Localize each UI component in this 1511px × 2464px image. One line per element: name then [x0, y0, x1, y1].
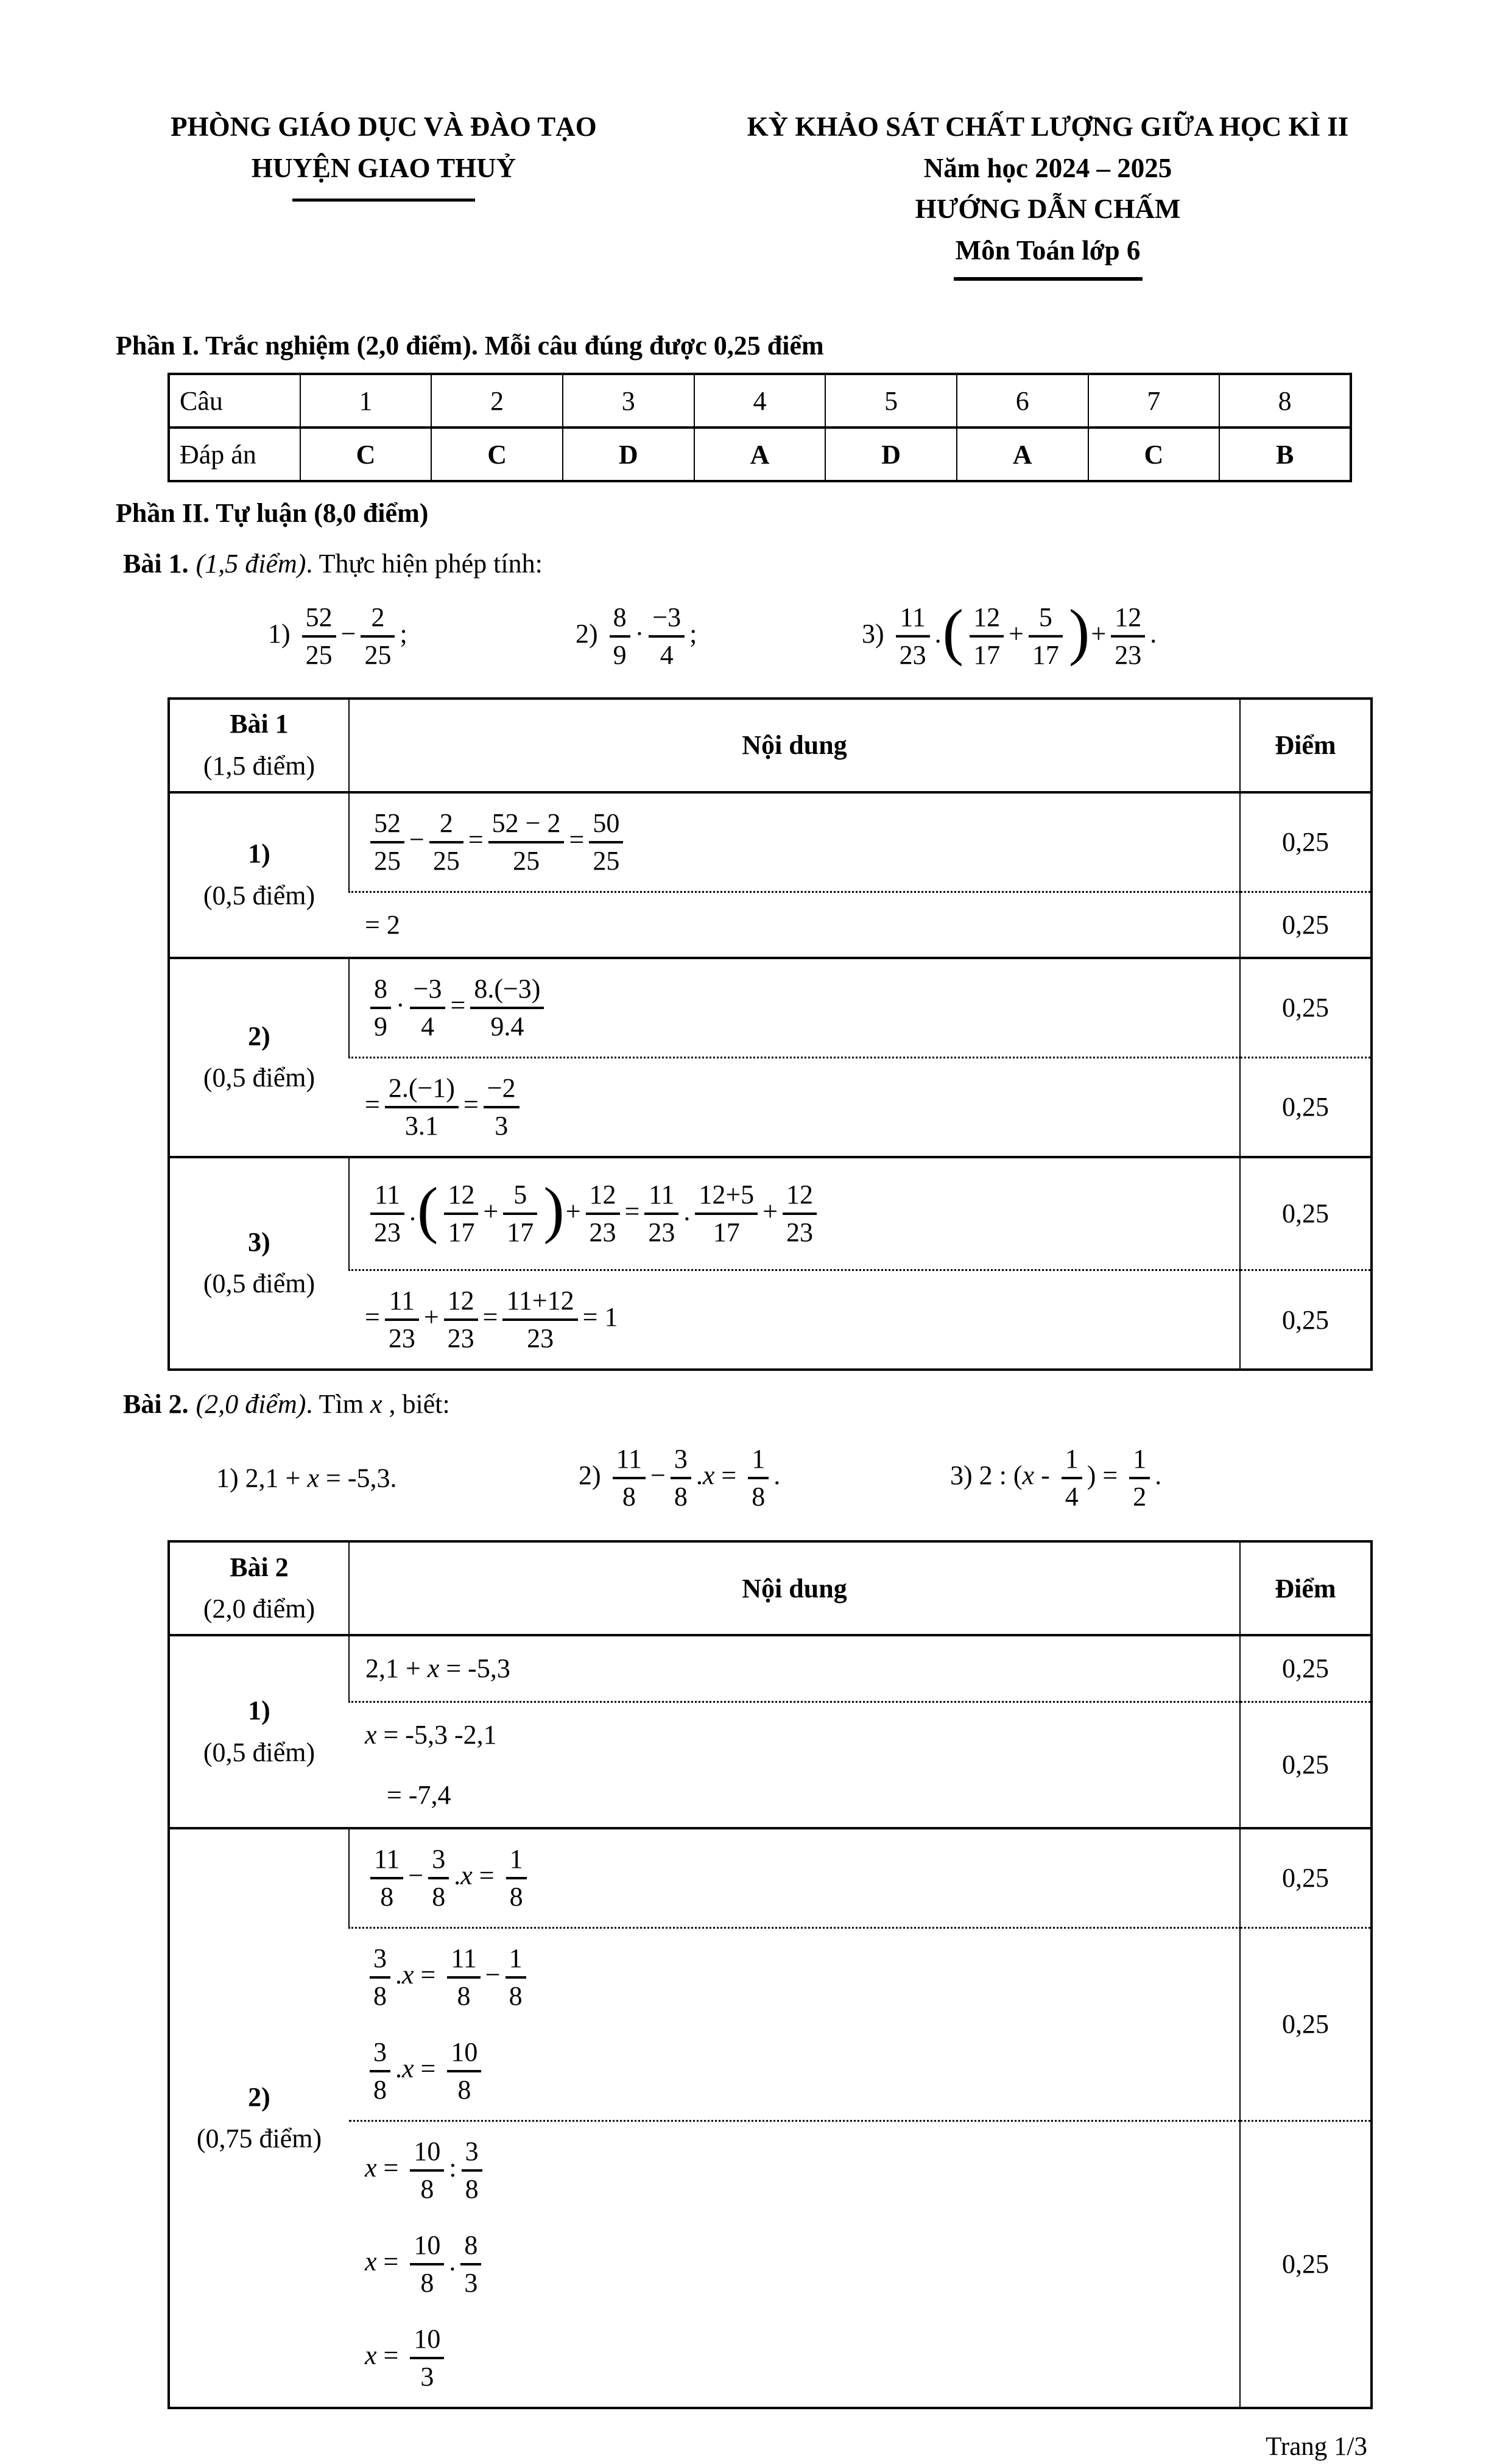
mcq-question-row-label: Câu [169, 374, 300, 428]
table-row [169, 1635, 1372, 1702]
mcq-answer-row [169, 428, 1351, 481]
bai2-problem-2: 2) $\frac{11}{8}$ − $\frac{3}{8}$ .x = $\frac{1}{8}$ . [579, 1443, 781, 1512]
part-number: 2) [248, 1021, 270, 1052]
solution-step: $\frac{8}{9}$ · $\frac{-3}{4}$ = $\frac{8.(-3)}{9.4}$ [349, 958, 1240, 1058]
part-number: 1) [248, 1695, 270, 1726]
bai1-problem-1: 1) $\frac{52}{25}$ − $\frac{2}{25}$ ; [268, 602, 407, 670]
document-header [116, 107, 1395, 281]
bai2-part1-label [169, 1635, 349, 1828]
mcq-answer: C [1088, 428, 1220, 481]
issuing-authority-block [116, 107, 652, 281]
part-points: (0,5 điểm) [203, 1063, 315, 1093]
step-score: 0,25 [1240, 1270, 1372, 1370]
right-header-underline [954, 277, 1143, 281]
part-points: (0,5 điểm) [203, 1737, 315, 1767]
bai2-table-header-col1 [169, 1541, 349, 1635]
mcq-question-row [169, 374, 1351, 428]
part-points: (0,5 điểm) [203, 1269, 315, 1299]
table-row [169, 1927, 1372, 2121]
mcq-answer: C [431, 428, 563, 481]
solution-step: 2,1 + x = -5,3 [349, 1635, 1240, 1702]
mcq-question-number: 5 [825, 374, 957, 428]
table-row [169, 1057, 1372, 1157]
solution-step: x = -5,3 -2,1 = -7,4 [349, 1702, 1240, 1828]
bai2-solution-table [167, 1540, 1373, 2409]
solution-step: $\frac{11}{8}$ − $\frac{3}{8}$ .x = $\frac{1}{8}$ [349, 1828, 1240, 1928]
bai1-table-header-col1 [169, 699, 349, 792]
mcq-question-number: 3 [563, 374, 694, 428]
mcq-question-number: 4 [694, 374, 826, 428]
bai2-part2-label [169, 1828, 349, 2408]
solution-step: = $\frac{2.(-1)}{3.1}$ = $\frac{-2}{3}$ [349, 1057, 1240, 1157]
bai1-table-header-row [169, 699, 1372, 792]
bai1-table-title: Bài 1 [230, 709, 289, 739]
bai1-table-header-content: Nội dung [349, 699, 1240, 792]
bai1-title [123, 546, 1395, 581]
part-number: 3) [248, 1227, 270, 1258]
bai2-problem-1: 1) 2,1 + x = -5,3. [216, 1463, 397, 1493]
mcq-answer: D [563, 428, 694, 481]
solution-step: $\frac{52}{25}$ − $\frac{2}{25}$ = $\frac{52 - 2}{25}$ = $\frac{50}{25}$ [349, 792, 1240, 892]
bai2-instruction-pre: . Tìm [306, 1389, 370, 1420]
step-score: 0,25 [1240, 792, 1372, 892]
bai2-table-header-content: Nội dung [349, 1541, 1240, 1635]
district-name: HUYỆN GIAO THUỶ [251, 152, 516, 183]
bai2-points: (2,0 điểm) [195, 1389, 306, 1420]
step-score: 0,25 [1240, 892, 1372, 958]
school-year: Năm học 2024 – 2025 [923, 152, 1172, 183]
mcq-question-number: 2 [431, 374, 563, 428]
bai1-label: Bài 1. [123, 549, 189, 579]
document-type: HƯỚNG DẪN CHẤM [915, 194, 1181, 224]
bai2-instruction-post: , biết: [382, 1389, 450, 1420]
bai2-table-header-score: Điểm [1240, 1541, 1372, 1635]
bai2-table-header-row [169, 1541, 1372, 1635]
step-score: 0,25 [1240, 2121, 1372, 2408]
page-number: Trang 1/3 [1266, 2432, 1367, 2461]
bai2-table-points: (2,0 điểm) [203, 1594, 315, 1624]
exam-title: KỲ KHẢO SÁT CHẤT LƯỢNG GIỮA HỌC KÌ II [747, 111, 1349, 142]
mcq-answer: D [825, 428, 957, 481]
part-points: (0,75 điểm) [196, 2123, 322, 2153]
bai1-part1-label [169, 792, 349, 958]
solution-step: = 2 [349, 892, 1240, 958]
mcq-answer-row-label: Đáp án [169, 428, 300, 481]
mcq-answer: A [957, 428, 1088, 481]
solution-step: $\frac{3}{8}$ .x = $\frac{11}{8}$ − $\frac{1}{8}$ $\frac{3}{8}$ .x = $\frac{10}{8}$ [349, 1927, 1240, 2121]
solution-step: $\frac{11}{23}$ .( $\frac{12}{17}$ + $\frac{5}{17}$ )+ $\frac{12}{23}$ = $\frac{11}{23}$ . $\frac{12+5}{17}$ + $\frac{12}{23}$ [349, 1157, 1240, 1270]
mcq-answer-table [167, 373, 1352, 482]
bai1-table-points: (1,5 điểm) [203, 750, 315, 781]
bai1-part2-label [169, 958, 349, 1157]
bai1-points: (1,5 điểm) [195, 549, 306, 579]
table-row [169, 1702, 1372, 1828]
mcq-question-number: 1 [300, 374, 432, 428]
step-score: 0,25 [1240, 1057, 1372, 1157]
department-name: PHÒNG GIÁO DỤC VÀ ĐÀO TẠO [171, 111, 597, 142]
part2-heading: Phần II. Tự luận (8,0 điểm) [116, 498, 429, 529]
table-row [169, 1157, 1372, 1270]
bai2-problems [116, 1421, 1395, 1534]
exam-header-block [652, 107, 1395, 281]
mcq-question-number: 7 [1088, 374, 1220, 428]
table-row [169, 1828, 1372, 1928]
step-score: 0,25 [1240, 958, 1372, 1058]
bai1-problem-3: 3) $\frac{11}{23}$ .( $\frac{12}{17}$ + $\frac{5}{17}$ )+ $\frac{12}{23}$ . [862, 597, 1157, 670]
mcq-answer: A [694, 428, 826, 481]
bai2-instruction-x: x [370, 1389, 382, 1420]
mcq-question-number: 6 [957, 374, 1088, 428]
mcq-question-number: 8 [1219, 374, 1351, 428]
mcq-answer: C [300, 428, 432, 481]
bai1-problem-2: 2) $\frac{8}{9}$ · $\frac{-3}{4}$ ; [576, 602, 697, 670]
solution-step: x = $\frac{10}{8}$ : $\frac{3}{8}$ x = $\frac{10}{8}$ . $\frac{8}{3}$ x = $\frac{10}{3}$ [349, 2121, 1240, 2408]
bai2-table-title: Bài 2 [230, 1552, 289, 1583]
table-row [169, 1270, 1372, 1370]
left-header-underline [292, 199, 475, 202]
bai1-table-header-score: Điểm [1240, 699, 1372, 792]
step-score: 0,25 [1240, 1157, 1372, 1270]
table-row [169, 958, 1372, 1058]
bai2-label: Bài 2. [123, 1389, 189, 1420]
part-number: 2) [248, 2082, 270, 2112]
step-score: 0,25 [1240, 1635, 1372, 1702]
bai1-problems [116, 582, 1395, 691]
part-number: 1) [248, 839, 270, 869]
bai2-problem-3: 3) 2 : (x - $\frac{1}{4}$ ) = $\frac{1}{2}$ . [950, 1443, 1162, 1512]
step-score: 0,25 [1240, 1828, 1372, 1928]
table-row [169, 792, 1372, 892]
bai2-title [123, 1387, 1395, 1421]
bai1-part3-label [169, 1157, 349, 1370]
part1-heading: Phần I. Trắc nghiệm (2,0 điểm). Mỗi câu đúng được 0,25 điểm [116, 331, 824, 361]
step-score: 0,25 [1240, 1927, 1372, 2121]
part-points: (0,5 điểm) [203, 880, 315, 910]
solution-step: = $\frac{11}{23}$ + $\frac{12}{23}$ = $\frac{11+12}{23}$ = 1 [349, 1270, 1240, 1370]
subject-name: Môn Toán lớp 6 [955, 234, 1141, 266]
step-score: 0,25 [1240, 1702, 1372, 1828]
table-row [169, 892, 1372, 958]
mcq-answer: B [1219, 428, 1351, 481]
table-row [169, 2121, 1372, 2408]
bai1-instruction: . Thực hiện phép tính: [306, 549, 543, 579]
bai1-solution-table [167, 697, 1373, 1371]
